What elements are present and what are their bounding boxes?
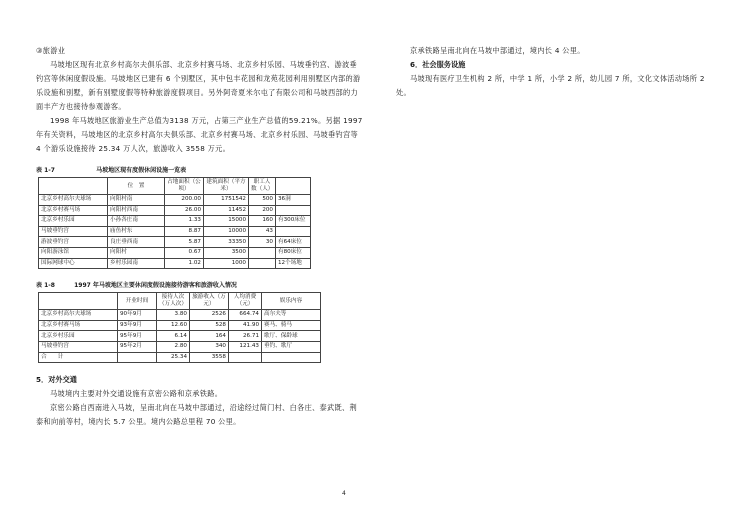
table1-row-cell: 15000	[204, 216, 249, 227]
paragraph-tourism-stats: 1998 年马坡地区旅游业生产总值为3138 万元，占第三产业生产总值的59.21%。另据 1997 年有关资料，马坡地区的北京乡村高尔夫俱乐部、北京乡村赛马场、北京乡村乐园、马坡垂钓宫等 4 个游乐设施接待 25.34 万人次，旅游收入 3558 万元。	[36, 116, 363, 153]
table1-row-cell: 国际网球中心	[39, 258, 108, 269]
table2-row-cell: 马坡垂钓宫	[39, 341, 118, 352]
table1-header-cell: 占地面积（公顷）	[165, 178, 204, 195]
table1-row-cell: 乡村乐园南	[108, 258, 165, 269]
table1-row	[39, 205, 311, 216]
table1-header-cell: 建筑面积（平方米）	[204, 178, 249, 195]
table2-row-cell: 340	[190, 341, 229, 352]
table2-row-cell: 93年9月	[118, 320, 157, 331]
table2-header-cell: 娱乐内容	[262, 293, 321, 310]
table2-header-cell: 旅游收入（万元）	[190, 293, 229, 310]
table1-row-cell: 北京乡村高尔夫球场	[39, 195, 108, 206]
paragraph-transport-intro: 马坡境内主要对外交通设施有京密公路和京承铁路。	[50, 389, 223, 399]
table1-row-cell: 12个场地	[276, 258, 311, 269]
table1-row-cell: 向阳村南	[108, 195, 165, 206]
table1-row-cell: 200	[249, 205, 276, 216]
table1-row-cell: 小孙各庄南	[108, 216, 165, 227]
paragraph-railway: 京承铁路呈南北向在马坡中部通过，境内长 4 公里。	[410, 46, 585, 55]
table2-row-cell: 90年9月	[118, 310, 157, 321]
page-number: 4	[342, 490, 346, 497]
table2-row-cell: 6.14	[157, 331, 190, 342]
facilities-table	[38, 177, 311, 269]
table2-row	[39, 352, 321, 363]
table1-header-cell: 职工人数（人）	[249, 178, 276, 195]
table1-row-cell: 3500	[204, 247, 249, 258]
table2-row-cell: 北京乡村乐园	[39, 331, 118, 342]
table1-row-cell: 良庄垂西南	[108, 237, 165, 248]
visitors-table	[38, 292, 321, 363]
table1-row	[39, 216, 311, 227]
table2-row-cell: 41.90	[229, 320, 262, 331]
table2-header-cell: 接待人次（万人次）	[157, 293, 190, 310]
left-column	[36, 44, 364, 429]
table1-header-cell	[39, 178, 108, 195]
table1-row	[39, 247, 311, 258]
table1-row-cell	[249, 247, 276, 258]
table1-row-cell: 36洞	[276, 195, 311, 206]
table1-row	[39, 226, 311, 237]
table2-row-cell: 664.74	[229, 310, 262, 321]
paragraph-tourism-facilities: 马坡地区现有北京乡村高尔夫俱乐部、北京乡村赛马场、北京乡村乐园、马坡垂钓宫、游波垂钓宫等休闲度假设施。马坡地区已建有 6 个别墅区，其中包丰花园和龙苑花园利用别墅区内部的游乐设施和别墅，新有别墅度假等特种旅游度假项目。另外阿奇夏米尔屯了有限公司和马坡西部的力面丰产方也接待参观游客。	[36, 60, 361, 111]
table2-row-cell: 2.80	[157, 341, 190, 352]
table2-header-row	[39, 293, 321, 310]
table2-row-cell: 25.34	[157, 352, 190, 363]
table1-row-cell: 11452	[204, 205, 249, 216]
table1-row-cell: 北京乡村乐园	[39, 216, 108, 227]
table1-row-cell: 向阳游泳馆	[39, 247, 108, 258]
table2-row	[39, 341, 321, 352]
right-column	[396, 44, 712, 100]
table1-row-cell: 0.67	[165, 247, 204, 258]
table1-row-cell: 1000	[204, 258, 249, 269]
table1-row-cell	[276, 205, 311, 216]
table1-header-cell	[276, 178, 311, 195]
section-heading-tourism: ③旅游业	[36, 46, 66, 55]
table1-row-cell: 马坡垂钓宫	[39, 226, 108, 237]
table1-row-cell: 26.00	[165, 205, 204, 216]
table1-row-cell: 33350	[204, 237, 249, 248]
section-heading-transport: 5．对外交通	[36, 375, 77, 385]
table2-row-cell	[118, 352, 157, 363]
paragraph-transport-road: 京密公路自西南进入马坡，呈南北向在马坡中部通过，沿途经过简门村、白各庄、泰武既、荆泰和向前等村，境内长 5.7 公里。境内公路总里程 70 公里。	[36, 403, 357, 427]
table1-row	[39, 195, 311, 206]
table2-row-cell: 12.60	[157, 320, 190, 331]
table2-row	[39, 331, 321, 342]
table2-title: 1997 年马坡地区主要休闲度假设施接待游客和旅游收入情况	[74, 282, 237, 290]
table2-row-cell: 北京乡村赛马场	[39, 320, 118, 331]
table2-number: 表 1-8	[36, 282, 55, 290]
table1-row-cell: 1751542	[204, 195, 249, 206]
table1-row-cell: 有64床位	[276, 237, 311, 248]
table1-row-cell: 1.02	[165, 258, 204, 269]
table1-row-cell: 200.00	[165, 195, 204, 206]
table1-row	[39, 237, 311, 248]
paragraph-social-services: 马坡现有医疗卫生机构 2 所，中学 1 所，小学 2 所，幼儿园 7 所，文化文体活动场所 2 处。	[396, 74, 705, 97]
table1-title: 马坡地区现有度假休闲设施一览表	[96, 167, 187, 174]
table2-header-cell: 人均消费（元）	[229, 293, 262, 310]
table1-header-cell: 位 置	[108, 178, 165, 195]
table2-row-cell: 95年9月	[118, 331, 157, 342]
table2-row-cell: 3.80	[157, 310, 190, 321]
table2-row-cell: 垂钓、歌厅	[262, 341, 321, 352]
table1-header-row	[39, 178, 311, 195]
table1-row-cell: 向阳村	[108, 247, 165, 258]
table1-row-cell: 8.87	[165, 226, 204, 237]
table2-row-cell: 3558	[190, 352, 229, 363]
table1-row-cell: 43	[249, 226, 276, 237]
table1-row-cell: 1.33	[165, 216, 204, 227]
table1-row-cell: 有300床位	[276, 216, 311, 227]
table1-row-cell	[276, 226, 311, 237]
table2-row-cell: 26.71	[229, 331, 262, 342]
table2-row-cell	[262, 352, 321, 363]
table1-row-cell: 庙鱼村东	[108, 226, 165, 237]
table2-row-cell: 528	[190, 320, 229, 331]
table2-row-cell: 2526	[190, 310, 229, 321]
table2-row-cell: 合 计	[39, 352, 118, 363]
table2-row-cell: 121.43	[229, 341, 262, 352]
table1-row	[39, 258, 311, 269]
table2-row-cell: 高尔夫等	[262, 310, 321, 321]
table2-row-cell: 歌厅、保龄球	[262, 331, 321, 342]
table2-row-cell: 164	[190, 331, 229, 342]
table1-row-cell: 30	[249, 237, 276, 248]
table2-row-cell: 赛马、骑马	[262, 320, 321, 331]
table2-row-cell	[229, 352, 262, 363]
table2-caption	[36, 281, 364, 290]
table2-row-cell: 北京乡村高尔夫球场	[39, 310, 118, 321]
table2-header-cell: 开业时间	[118, 293, 157, 310]
table2-row	[39, 310, 321, 321]
table2-header-cell	[39, 293, 118, 310]
table2-row-cell: 95年2月	[118, 341, 157, 352]
table1-row-cell: 160	[249, 216, 276, 227]
table1-row-cell	[249, 258, 276, 269]
table1-row-cell: 5.87	[165, 237, 204, 248]
table1-caption	[36, 166, 364, 175]
table1-row-cell: 游波垂钓宫	[39, 237, 108, 248]
table1-row-cell: 北京乡村赛马场	[39, 205, 108, 216]
table1-row-cell: 10000	[204, 226, 249, 237]
table2-row	[39, 320, 321, 331]
table1-row-cell: 向阳村西南	[108, 205, 165, 216]
table1-row-cell: 500	[249, 195, 276, 206]
table1-row-cell: 有80床位	[276, 247, 311, 258]
section-heading-social-services: 6．社会服务设施	[410, 60, 466, 69]
table1-number: 表 1-7	[36, 167, 55, 174]
